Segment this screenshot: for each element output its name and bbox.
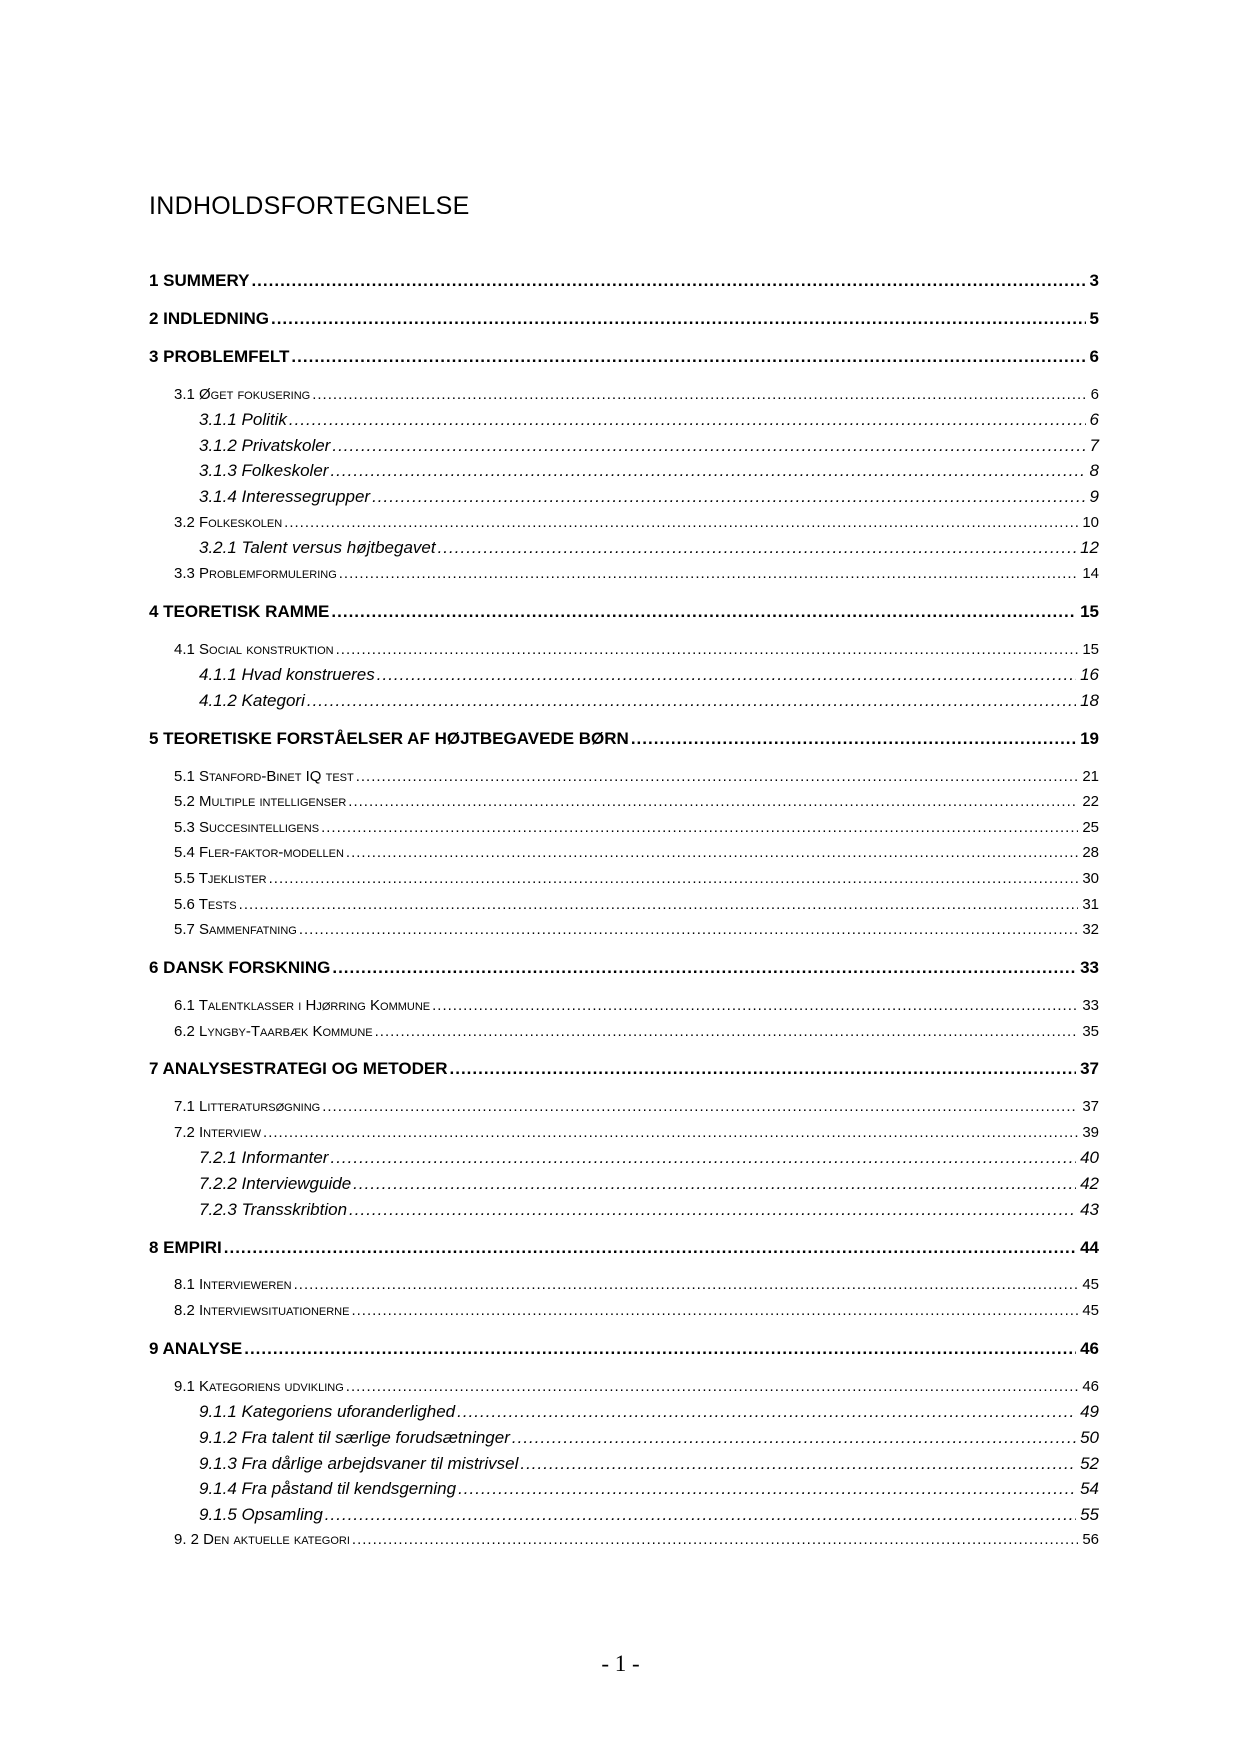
toc-entry-label: 9 ANALYSE xyxy=(149,1338,243,1358)
toc-entry[interactable] xyxy=(149,1502,1099,1528)
toc-entry-label: 3 PROBLEMFELT xyxy=(149,346,290,366)
toc-dot-leader xyxy=(251,268,1085,294)
toc-entry-label: 8.2 Interviewsituationerne xyxy=(174,1302,350,1320)
toc-dot-leader xyxy=(269,866,1079,892)
toc-entry-page: 39 xyxy=(1082,1123,1099,1141)
toc-dot-leader xyxy=(307,688,1076,714)
toc-entry-label: 4 TEORETISK RAMME xyxy=(149,601,330,621)
toc-entry[interactable] xyxy=(149,1019,1099,1045)
toc-dot-leader xyxy=(353,1171,1076,1197)
toc-entry[interactable] xyxy=(149,688,1099,714)
toc-entry-page: 6 xyxy=(1089,410,1099,430)
toc-dot-leader xyxy=(432,993,1078,1019)
toc-entry-page: 45 xyxy=(1082,1276,1099,1294)
toc-entry-label: 9.1.3 Fra dårlige arbejdsvaner til mistrivsel xyxy=(199,1453,519,1473)
toc-entry-page: 16 xyxy=(1080,665,1099,685)
toc-dot-leader xyxy=(372,484,1085,510)
toc-entry[interactable] xyxy=(149,1197,1099,1223)
toc-entry[interactable] xyxy=(149,407,1099,433)
toc-entry-label: 3.3 Problemformulering xyxy=(174,564,337,582)
toc-entry-page: 21 xyxy=(1082,767,1099,785)
toc-entry[interactable] xyxy=(149,840,1099,866)
toc-entry[interactable] xyxy=(149,344,1099,370)
toc-dot-leader xyxy=(291,344,1085,370)
toc-entry-label: 2 INDLEDNING xyxy=(149,308,269,328)
toc-entry-page: 52 xyxy=(1080,1453,1099,1473)
toc-dot-leader xyxy=(332,955,1076,981)
toc-dot-leader xyxy=(438,535,1077,561)
toc-entry-label: 5 TEORETISKE FORSTÅELSER AF HØJTBEGAVEDE BØRN xyxy=(149,728,629,748)
toc-entry-page: 37 xyxy=(1080,1059,1099,1079)
toc-dot-leader xyxy=(271,306,1086,332)
toc-dot-leader xyxy=(312,382,1086,408)
toc-dot-leader xyxy=(356,764,1079,790)
toc-entry[interactable] xyxy=(149,1056,1099,1082)
toc-entry-label: 6.2 Lyngby-Taarbæk Kommune xyxy=(174,1022,373,1040)
toc-entry-label: 9.1 Kategoriens udvikling xyxy=(174,1377,344,1395)
toc-entry-page: 6 xyxy=(1089,346,1099,366)
toc-entry-page: 25 xyxy=(1082,818,1099,836)
table-of-contents xyxy=(149,268,1099,1553)
toc-entry-label: 4.1.1 Hvad konstrueres xyxy=(199,665,375,685)
toc-dot-leader xyxy=(331,599,1076,625)
toc-entry[interactable] xyxy=(149,599,1099,625)
toc-entry-label: 1 SUMMERY xyxy=(149,271,250,290)
toc-dot-leader xyxy=(348,789,1078,815)
toc-entry[interactable] xyxy=(149,866,1099,892)
toc-entry-label: 3.1.3 Folkeskoler xyxy=(199,461,329,481)
toc-dot-leader xyxy=(352,1527,1078,1553)
toc-entry[interactable] xyxy=(149,1094,1099,1120)
toc-entry[interactable] xyxy=(149,1451,1099,1477)
toc-entry-page: 56 xyxy=(1082,1531,1099,1549)
toc-entry-label: 9.1.2 Fra talent til særlige forudsætninger xyxy=(199,1428,510,1448)
toc-entry-label: 6 DANSK FORSKNING xyxy=(149,958,331,978)
toc-entry-page: 31 xyxy=(1082,895,1099,913)
toc-entry[interactable] xyxy=(149,306,1099,332)
toc-dot-leader xyxy=(346,840,1078,866)
toc-dot-leader xyxy=(346,1374,1079,1400)
toc-entry[interactable] xyxy=(149,1399,1099,1425)
toc-dot-leader xyxy=(512,1425,1076,1451)
toc-entry[interactable] xyxy=(149,484,1099,510)
toc-entry-page: 18 xyxy=(1080,690,1099,710)
toc-entry[interactable] xyxy=(149,1336,1099,1362)
toc-entry[interactable] xyxy=(149,1120,1099,1146)
toc-dot-leader xyxy=(244,1336,1076,1362)
toc-entry-page: 9 xyxy=(1089,487,1099,507)
toc-entry-page: 14 xyxy=(1082,564,1099,582)
toc-entry-page: 54 xyxy=(1080,1479,1099,1499)
toc-entry-page: 44 xyxy=(1080,1237,1099,1257)
toc-entry-label: 5.6 Tests xyxy=(174,895,237,913)
toc-entry[interactable] xyxy=(149,1425,1099,1451)
toc-entry-label: 8.1 Intervieweren xyxy=(174,1276,292,1294)
toc-entry[interactable] xyxy=(149,1171,1099,1197)
toc-entry[interactable] xyxy=(149,510,1099,536)
toc-dot-leader xyxy=(325,1502,1076,1528)
toc-entry-page: 35 xyxy=(1082,1022,1099,1040)
toc-entry-label: 5.7 Sammenfatning xyxy=(174,921,297,939)
toc-entry[interactable] xyxy=(149,1298,1099,1324)
toc-entry-label: 3.2.1 Talent versus højtbegavet xyxy=(199,538,436,558)
toc-entry[interactable] xyxy=(149,268,1099,294)
page-number: - 1 - xyxy=(601,1651,640,1676)
toc-entry-label: 9.1.1 Kategoriens uforanderlighed xyxy=(199,1402,456,1422)
toc-dot-leader xyxy=(458,1476,1076,1502)
toc-entry-label: 5.2 Multiple intelligenser xyxy=(174,793,347,811)
toc-entry-page: 3 xyxy=(1089,271,1099,290)
toc-entry[interactable] xyxy=(149,1145,1099,1171)
toc-entry-label: 6.1 Talentklasser i Hjørring Kommune xyxy=(174,996,431,1014)
toc-entry-label: 3.1 Øget fokusering xyxy=(174,385,311,403)
toc-entry-page: 15 xyxy=(1082,640,1099,658)
toc-entry-label: 5.5 Tjeklister xyxy=(174,869,267,887)
toc-entry[interactable] xyxy=(149,1272,1099,1298)
toc-dot-leader xyxy=(351,1298,1078,1324)
toc-entry-page: 45 xyxy=(1082,1302,1099,1320)
toc-dot-leader xyxy=(332,433,1085,459)
toc-entry[interactable] xyxy=(149,637,1099,663)
toc-entry[interactable] xyxy=(149,662,1099,688)
toc-entry-page: 50 xyxy=(1080,1428,1099,1448)
toc-dot-leader xyxy=(330,458,1085,484)
toc-dot-leader xyxy=(377,662,1076,688)
toc-entry[interactable] xyxy=(149,815,1099,841)
toc-entry-page: 30 xyxy=(1082,869,1099,887)
toc-entry-page: 19 xyxy=(1080,728,1099,748)
toc-entry[interactable] xyxy=(149,433,1099,459)
toc-entry-page: 28 xyxy=(1082,844,1099,862)
toc-entry[interactable] xyxy=(149,1476,1099,1502)
toc-dot-leader xyxy=(321,815,1078,841)
toc-entry-page: 7 xyxy=(1089,435,1099,455)
toc-entry-label: 4.1.2 Kategori xyxy=(199,690,305,710)
toc-dot-leader xyxy=(322,1094,1078,1120)
toc-entry[interactable] xyxy=(149,726,1099,752)
toc-dot-leader xyxy=(631,726,1076,752)
toc-entry-label: 8 EMPIRI xyxy=(149,1237,222,1257)
toc-entry-page: 32 xyxy=(1082,921,1099,939)
toc-entry-page: 10 xyxy=(1082,513,1099,531)
toc-entry-label: 7 ANALYSESTRATEGI OG METODER xyxy=(149,1059,448,1079)
toc-entry-page: 55 xyxy=(1080,1504,1099,1524)
toc-dot-leader xyxy=(457,1399,1076,1425)
toc-entry-page: 8 xyxy=(1089,461,1099,481)
toc-entry-label: 7.2 Interview xyxy=(174,1123,262,1141)
toc-dot-leader xyxy=(239,892,1079,918)
toc-entry[interactable] xyxy=(149,1235,1099,1261)
toc-entry-page: 6 xyxy=(1090,385,1099,403)
toc-dot-leader xyxy=(520,1451,1076,1477)
toc-dot-leader xyxy=(330,1145,1076,1171)
toc-dot-leader xyxy=(299,917,1078,943)
toc-entry[interactable] xyxy=(149,1374,1099,1400)
toc-entry-label: 3.1.2 Privatskoler xyxy=(199,435,331,455)
toc-entry-label: 7.1 Litteratursøgning xyxy=(174,1098,321,1116)
toc-entry-page: 49 xyxy=(1080,1402,1099,1422)
toc-entry-label: 7.2.3 Transskribtion xyxy=(199,1199,348,1219)
toc-dot-leader xyxy=(349,1197,1076,1223)
toc-entry[interactable] xyxy=(149,789,1099,815)
toc-entry-label: 4.1 Social konstruktion xyxy=(174,640,334,658)
toc-entry-page: 15 xyxy=(1080,601,1099,621)
toc-entry-label: 7.2.2 Interviewguide xyxy=(199,1174,352,1194)
toc-entry[interactable] xyxy=(149,458,1099,484)
toc-dot-leader xyxy=(339,561,1079,587)
toc-entry[interactable] xyxy=(149,917,1099,943)
toc-entry-page: 37 xyxy=(1082,1098,1099,1116)
toc-dot-leader xyxy=(450,1056,1077,1082)
toc-entry[interactable] xyxy=(149,993,1099,1019)
toc-entry[interactable] xyxy=(149,1527,1099,1553)
toc-heading: INDHOLDSFORTEGNELSE xyxy=(149,192,470,220)
toc-entry-page: 33 xyxy=(1082,996,1099,1014)
toc-entry[interactable] xyxy=(149,382,1099,408)
toc-entry[interactable] xyxy=(149,892,1099,918)
toc-dot-leader xyxy=(284,510,1078,536)
toc-entry-page: 46 xyxy=(1080,1338,1099,1358)
toc-entry-page: 40 xyxy=(1080,1148,1099,1168)
toc-entry-label: 3.1.1 Politik xyxy=(199,410,287,430)
toc-entry-page: 42 xyxy=(1080,1174,1099,1194)
toc-entry[interactable] xyxy=(149,561,1099,587)
toc-dot-leader xyxy=(289,407,1086,433)
toc-entry[interactable] xyxy=(149,764,1099,790)
toc-entry-page: 12 xyxy=(1080,538,1099,558)
toc-entry-page: 5 xyxy=(1089,308,1099,328)
toc-entry-label: 9.1.5 Opsamling xyxy=(199,1504,323,1524)
toc-dot-leader xyxy=(375,1019,1079,1045)
toc-dot-leader xyxy=(336,637,1079,663)
toc-entry-label: 3.1.4 Interessegrupper xyxy=(199,487,371,507)
toc-entry[interactable] xyxy=(149,535,1099,561)
toc-entry[interactable] xyxy=(149,955,1099,981)
toc-dot-leader xyxy=(224,1235,1076,1261)
toc-entry-label: 5.4 Fler-faktor-modellen xyxy=(174,844,344,862)
toc-entry-page: 33 xyxy=(1080,958,1099,978)
toc-entry-page: 43 xyxy=(1080,1199,1099,1219)
toc-entry-label: 5.3 Succesintelligens xyxy=(174,818,320,836)
toc-entry-page: 46 xyxy=(1082,1377,1099,1395)
toc-entry-page: 22 xyxy=(1082,793,1099,811)
toc-entry-label: 9.1.4 Fra påstand til kendsgerning xyxy=(199,1479,457,1499)
toc-dot-leader xyxy=(263,1120,1078,1146)
toc-entry-label: 5.1 Stanford-Binet IQ test xyxy=(174,767,354,785)
toc-entry-label: 3.2 Folkeskolen xyxy=(174,513,283,531)
toc-entry-label: 9. 2 Den aktuelle kategori xyxy=(174,1531,350,1549)
toc-dot-leader xyxy=(294,1272,1079,1298)
toc-entry-label: 7.2.1 Informanter xyxy=(199,1148,329,1168)
